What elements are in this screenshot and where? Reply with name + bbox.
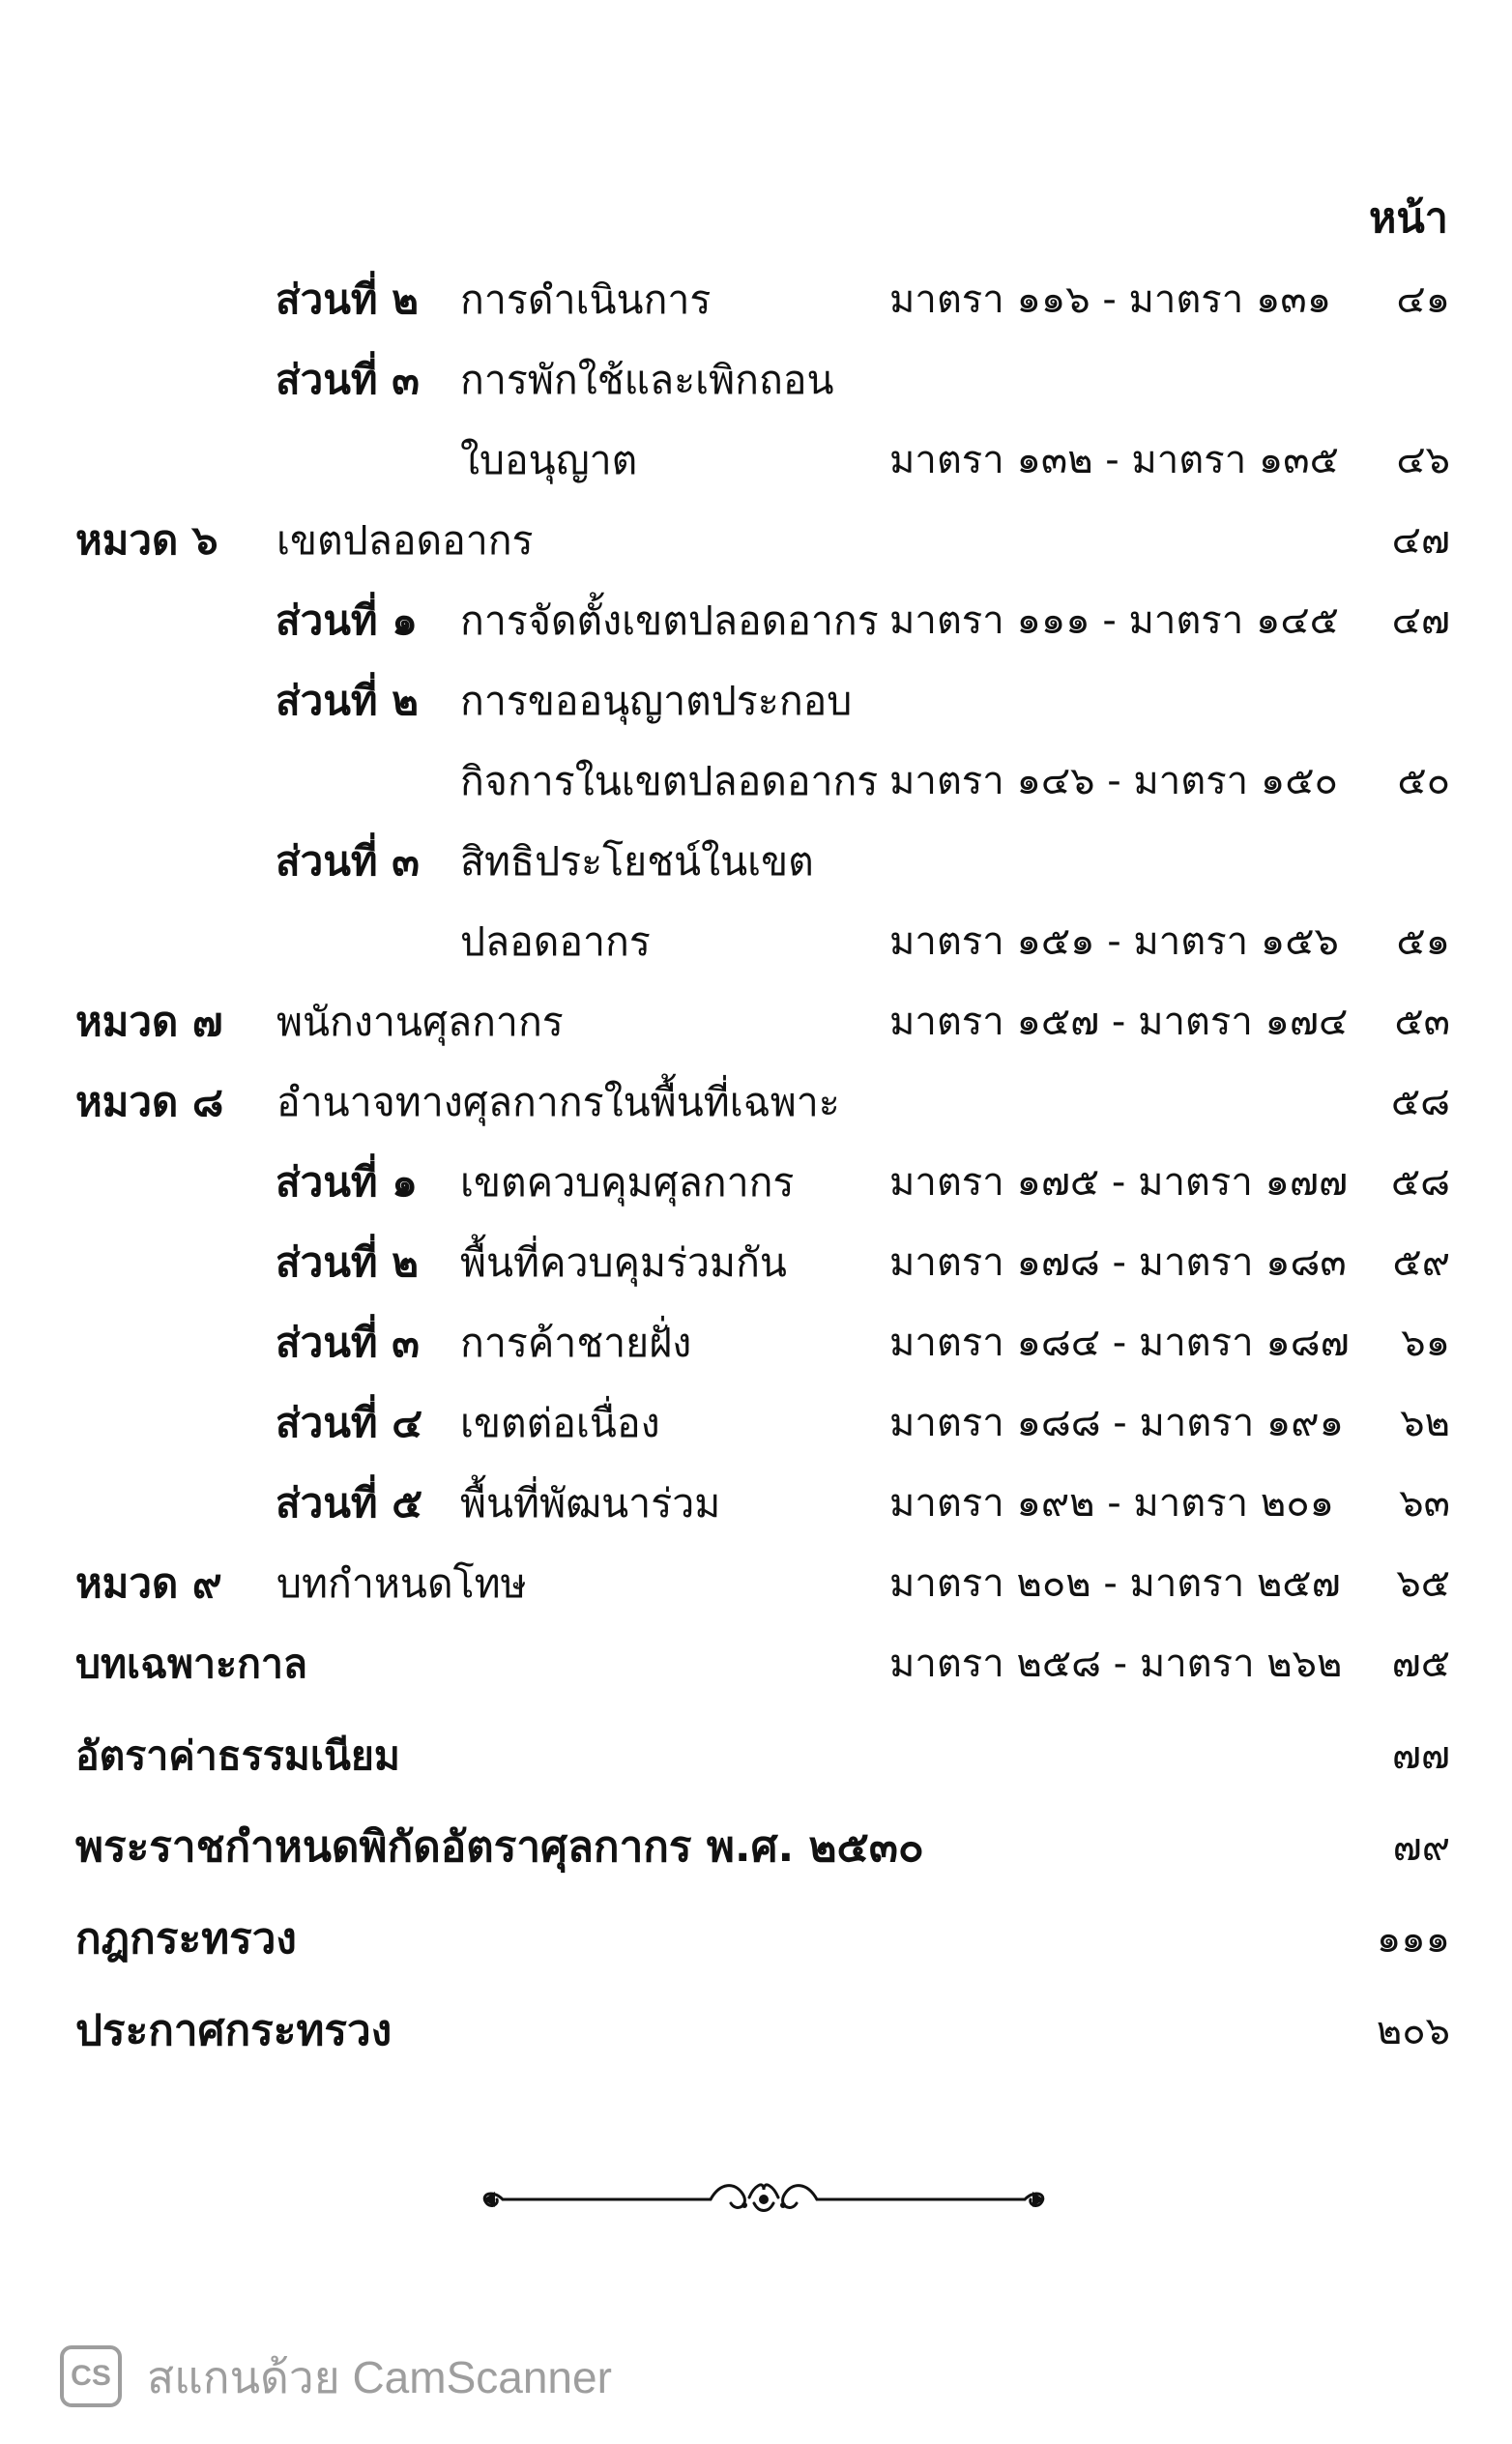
page-number: ๕๐ [1397, 759, 1450, 803]
chapter-label: หมวด ๗ [75, 998, 223, 1045]
page-number: ๗๕ [1391, 1642, 1450, 1686]
appendix-entry [0, 1901, 1512, 1978]
section-range: มาตรา ๑๗๘ - มาตรา ๑๘๓ [889, 1240, 1347, 1285]
page-number: ๖๑ [1401, 1321, 1450, 1365]
entry-title: พื้นที่พัฒนาร่วม [460, 1480, 721, 1527]
page-number: ๔๑ [1396, 277, 1450, 322]
page-number: ๗๗ [1391, 1733, 1450, 1778]
entry-title: การดำเนินการ [460, 276, 712, 323]
toc-entry-continuation [0, 422, 1512, 499]
chapter-title: บทกำหนดโทษ [276, 1560, 527, 1607]
chapter-label: หมวด ๙ [75, 1559, 222, 1607]
toc-entry [0, 1304, 1512, 1382]
part-label: ส่วนที่ ๔ [276, 1399, 423, 1446]
appendix-title: บทเฉพาะกาล [75, 1641, 308, 1687]
entry-title: กิจการในเขตปลอดอากร [460, 758, 879, 804]
entry-title: การค้าชายฝั่ง [460, 1320, 692, 1366]
entry-title: ใบอนุญาต [460, 437, 638, 483]
page-number: ๕๑ [1396, 919, 1450, 964]
part-label: ส่วนที่ ๓ [276, 1319, 420, 1366]
entry-title: สิทธิประโยชน์ในเขต [460, 838, 814, 885]
toc-entry [0, 662, 1512, 740]
toc-chapter [0, 1545, 1512, 1622]
section-range: มาตรา ๑๘๔ - มาตรา ๑๘๗ [889, 1321, 1350, 1365]
toc-entry [0, 1384, 1512, 1462]
page-number: ๕๘ [1390, 1160, 1450, 1205]
page-number: ๔๗ [1391, 518, 1450, 563]
appendix-title: อัตราค่าธรรมเนียม [75, 1732, 400, 1779]
ornament-divider [474, 2161, 1054, 2238]
section-range: มาตรา ๑๙๒ - มาตรา ๒๐๑ [889, 1481, 1335, 1526]
appendix-entry [0, 1625, 1512, 1702]
part-label: ส่วนที่ ๕ [276, 1479, 423, 1527]
toc-chapter [0, 1063, 1512, 1141]
part-label: ส่วนที่ ๓ [276, 837, 420, 885]
chapter-title: เขตปลอดอากร [276, 517, 534, 564]
entry-title: ปลอดอากร [460, 918, 651, 965]
entry-title: เขตควบคุมศุลกากร [460, 1159, 795, 1206]
toc-entry [0, 261, 1512, 338]
section-range: มาตรา ๒๕๘ - มาตรา ๒๖๒ [889, 1642, 1343, 1686]
section-range: มาตรา ๑๗๕ - มาตรา ๑๗๗ [889, 1160, 1349, 1205]
toc-entry [0, 582, 1512, 659]
entry-title: การขออนุญาตประกอบ [460, 678, 853, 724]
page-number: ๕๘ [1390, 1080, 1450, 1124]
page-column-header: หน้า [1369, 194, 1448, 243]
toc-chapter [0, 983, 1512, 1061]
appendix-title: ประกาศกระทรวง [75, 2006, 393, 2055]
camscanner-logo-icon: CS [60, 2345, 122, 2407]
page-number: ๑๑๑ [1376, 1917, 1450, 1962]
section-range: มาตรา ๑๔๖ - มาตรา ๑๕๐ [889, 759, 1338, 803]
chapter-label: หมวด ๖ [75, 516, 218, 564]
section-range: มาตรา ๑๑๑ - มาตรา ๑๔๕ [889, 598, 1339, 643]
part-label: ส่วนที่ ๒ [276, 677, 419, 724]
part-label: ส่วนที่ ๓ [276, 356, 420, 403]
chapter-title: พนักงานศุลกากร [276, 999, 564, 1045]
part-label: ส่วนที่ ๑ [276, 1158, 418, 1206]
entry-title: พื้นที่ควบคุมร่วมกัน [460, 1239, 787, 1286]
section-range: มาตรา ๑๕๑ - มาตรา ๑๕๖ [889, 919, 1339, 964]
part-label: ส่วนที่ ๑ [276, 596, 418, 644]
toc-entry [0, 341, 1512, 419]
appendix-entry [0, 1809, 1512, 1886]
entry-title: การจัดตั้งเขตปลอดอากร [460, 597, 879, 644]
appendix-title: กฎกระทรวง [75, 1914, 297, 1964]
appendix-title: พระราชกำหนดพิกัดอัตราศุลกากร พ.ศ. ๒๕๓๐ [75, 1822, 924, 1872]
section-range: มาตรา ๑๑๖ - มาตรา ๑๓๑ [889, 277, 1332, 322]
toc-entry-continuation [0, 742, 1512, 820]
page-number: ๖๓ [1399, 1481, 1450, 1526]
page-number: ๖๒ [1400, 1401, 1450, 1445]
page-number: ๕๓ [1394, 1000, 1450, 1044]
page-number: ๔๗ [1391, 598, 1450, 643]
section-range: มาตรา ๑๕๗ - มาตรา ๑๗๔ [889, 1000, 1349, 1044]
toc-entry [0, 1465, 1512, 1542]
toc-entry [0, 1144, 1512, 1221]
page-number: ๖๕ [1396, 1561, 1450, 1606]
page-number: ๔๖ [1396, 438, 1450, 482]
section-range: มาตรา ๒๐๒ - มาตรา ๒๕๗ [889, 1561, 1341, 1606]
chapter-title: อำนาจทางศุลกากรในพื้นที่เฉพาะ [276, 1079, 840, 1125]
appendix-entry [0, 1993, 1512, 2070]
toc-entry [0, 1224, 1512, 1301]
chapter-label: หมวด ๘ [75, 1078, 224, 1125]
toc-entry-continuation [0, 903, 1512, 980]
page-number: ๕๙ [1392, 1240, 1450, 1285]
toc-chapter [0, 502, 1512, 579]
section-range: มาตรา ๑๘๘ - มาตรา ๑๙๑ [889, 1401, 1344, 1445]
section-range: มาตรา ๑๓๒ - มาตรา ๑๓๕ [889, 438, 1339, 482]
entry-title: เขตต่อเนื่อง [460, 1400, 660, 1446]
part-label: ส่วนที่ ๒ [276, 1238, 419, 1286]
watermark-text: สแกนด้วย CamScanner [147, 2352, 612, 2402]
page-number: ๗๙ [1392, 1825, 1450, 1870]
toc-entry [0, 823, 1512, 900]
appendix-entry [0, 1717, 1512, 1794]
entry-title: การพักใช้และเพิกถอน [460, 357, 834, 403]
part-label: ส่วนที่ ๒ [276, 276, 419, 323]
page-number: ๒๐๖ [1376, 2009, 1450, 2053]
